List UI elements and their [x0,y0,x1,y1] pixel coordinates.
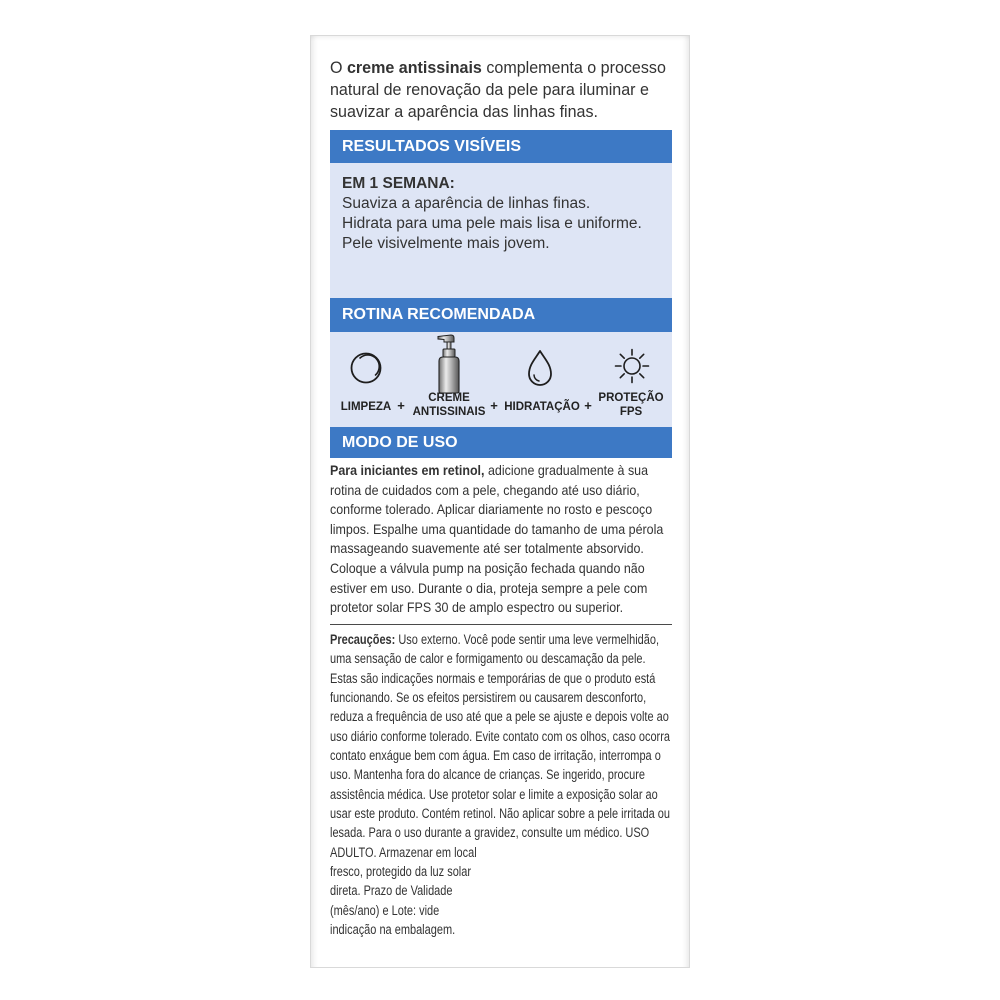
plus-separator: + [490,398,498,413]
usage-line: rotina de cuidados com a pele, chegando até uso diário, [330,481,640,498]
precautions-line: uso. Mantenha fora do alcance de crianças. Se ingerido, procure [330,767,645,783]
usage-paragraph [330,461,704,618]
pump-collar [443,349,455,357]
intro-line: natural de renovação da pele para iluminar e [330,81,649,99]
precautions-line: (mês/ano) e Lote: vide [330,902,440,918]
precautions-line: assistência médica. Use protetor solar e limite a exposição solar ao [330,786,658,802]
sun-ray [620,374,624,378]
precautions-line: contato enxágue bem com água. Em caso de irritação, interrompa o [330,747,661,763]
sun-icon [613,347,651,385]
intro-paragraph [330,57,675,123]
sun-ray [620,354,624,358]
step-label-line: HIDRATAÇÃO [504,401,580,413]
usage-line: estiver em uso. Durante o dia, proteja sempre a pele com [330,579,648,596]
precautions-line: usar este produto. Contém retinol. Não aplicar sobre a pele irritada ou [330,805,670,821]
cleansing-circle-icon [349,351,383,385]
sun-disc [624,358,640,374]
usage-header: MODO DE USO [330,427,672,458]
water-drop-icon [526,349,554,387]
step-label-cream [404,391,494,419]
step-label-line: FPS [619,406,643,418]
plus-separator: + [397,398,405,413]
results-item: Pele visivelmente mais jovem. [342,235,550,252]
usage-line: conforme tolerado. Aplicar diariamente no rosto e pescoço [330,501,653,518]
precautions-line: uma sensação de calor e formigamento ou descamação da pele. [330,651,646,667]
usage-lead: Para iniciantes em retinol, [330,462,485,478]
precautions-line [330,630,659,649]
intro-product-name: creme antissinais [346,59,482,77]
results-header: RESULTADOS VISÍVEIS [330,130,672,163]
sun-ray [640,354,644,358]
precautions-line-rest: Uso externo. Você pode sentir uma leve vermelhidão, [398,632,660,647]
usage-line-rest: adicione gradualmente à sua [487,462,649,478]
precautions-line: ADULTO. Armazenar em local [330,844,477,860]
usage-line: massageando suavemente até ser totalmente absorvido. [330,540,644,557]
step-label-line: CREME [428,392,470,404]
pump-head [438,335,454,342]
precautions-line: Estas são indicações normais e temporárias de que o produto está [330,670,656,686]
usage-line [330,461,648,481]
precautions-label: Precauções: [330,632,396,647]
precautions-line: reduza a frequência de uso até que a pele se ajuste e depois volte ao [330,709,669,725]
precautions-line: lesada. Para o uso durante a gravidez, consulte um médico. USO [330,825,650,841]
pump-bottle-icon [434,333,464,395]
results-subtitle: EM 1 SEMANA: [342,175,455,192]
routine-header: ROTINA RECOMENDADA [330,298,672,332]
usage-line: limpos. Espalhe uma quantidade do tamanho de uma pérola [330,520,664,537]
step-label-protection [586,391,676,419]
bottle-body [439,357,459,393]
usage-line: protetor solar FPS 30 de amplo espectro ou superior. [330,599,624,616]
circle-inner-arc [360,355,379,375]
results-item: Hidrata para uma pele mais lisa e uniforme. [342,215,642,232]
precautions-line: direta. Prazo de Validade [330,883,453,899]
drop-outline [529,351,551,385]
step-label-line: ANTISSINAIS [412,406,486,418]
intro-line-rest: complementa o processo [486,59,666,77]
precautions-line: uso diário conforme tolerado. Evite contato com os olhos, caso ocorra [330,728,670,744]
pump-stem [447,342,451,349]
precautions-line: funcionando. Se os efeitos persistirem ou causarem desconforto, [330,689,647,705]
section-divider [330,624,672,625]
precautions-line: fresco, protegido da luz solar [330,863,472,879]
results-content [342,174,642,254]
precautions-paragraph [330,630,748,939]
intro-line [330,57,666,79]
sun-ray [640,374,644,378]
results-item: Suaviza a aparência de linhas finas. [342,195,591,212]
intro-first-word: O [330,59,343,77]
step-label-hydration [497,400,587,414]
plus-separator: + [584,398,592,413]
step-label-line: LIMPEZA [340,401,392,413]
intro-line: suavizar a aparência das linhas finas. [330,103,598,121]
step-label-line: PROTEÇÃO [598,392,664,404]
drop-highlight [534,375,539,381]
usage-line: Coloque a válvula pump na posição fechada quando não [330,559,645,576]
sun-rays [616,350,649,383]
precautions-line: indicação na embalagem. [330,921,456,937]
